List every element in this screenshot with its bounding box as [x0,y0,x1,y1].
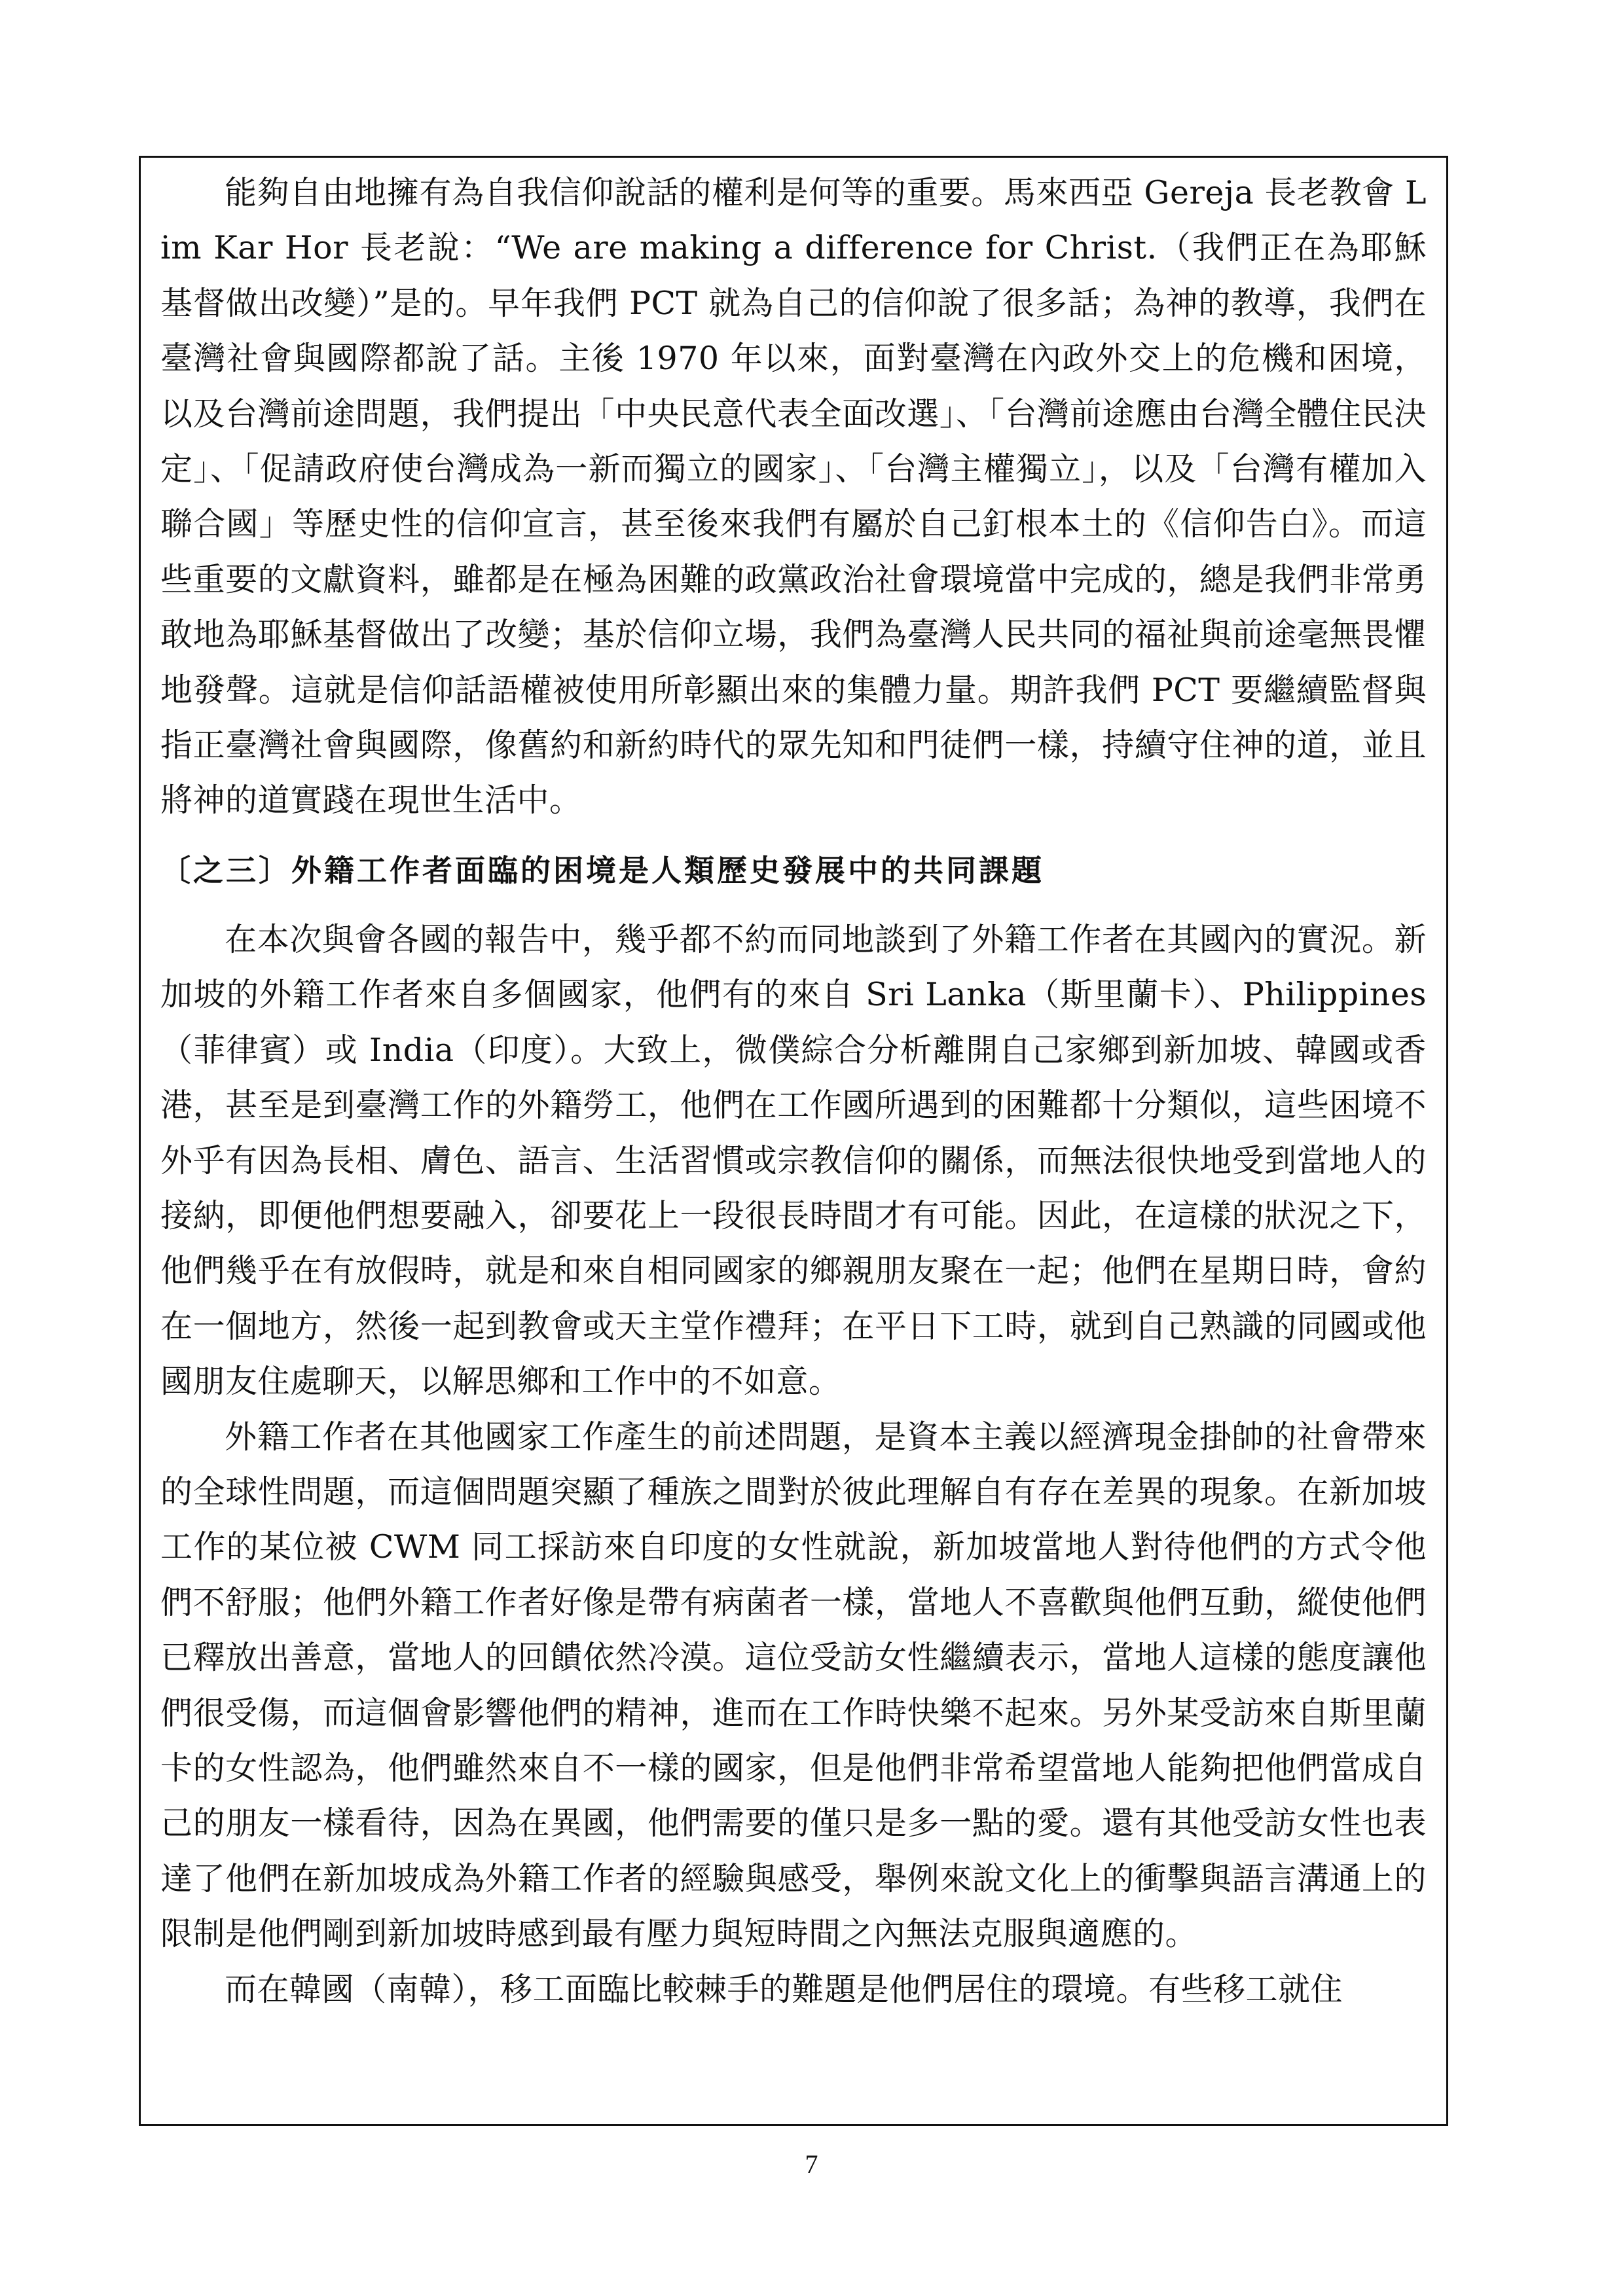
body-paragraph: 在本次與會各國的報告中，幾乎都不約而同地談到了外籍工作者在其國內的實況。新加坡的外籍工作者來自多個國家，他們有的來自 Sri Lanka（斯里蘭卡）、Philippines（菲律賓）或 India（印度）。大致上，微僕綜合分析離開自己家鄉到新加坡、韓國或香港，甚至是到臺灣工作的外籍勞工，他們在工作國所遇到的困難都十分類似，這些困境不外乎有因為長相、膚色、語言、生活習慣或宗教信仰的關係，而無法很快地受到當地人的接納，即便他們想要融入，卻要花上一段很長時間才有可能。因此，在這樣的狀況之下，他們幾乎在有放假時，就是和來自相同國家的鄉親朋友聚在一起；他們在星期日時，會約在一個地方，然後一起到教會或天主堂作禮拜；在平日下工時，就到自己熟識的同國或他國朋友住處聊天，以解思鄉和工作中的不如意。 [160,920,1427,1401]
page-frame [139,156,1448,2126]
section-heading: 〔之三〕外籍工作者面臨的困境是人類歷史發展中的共同課題 [160,852,1044,888]
body-paragraph: 能夠自由地擁有為自我信仰說話的權利是何等的重要。馬來西亞 Gereja 長老教會 Lim Kar Hor 長老說：“We are making a difference for Christ.（我們正在為耶穌基督做出改變）”是的。早年我們 PCT 就為自己的信仰說了很多話；為神的教導，我們在臺灣社會與國際都說了話。主後 1970 年以來，面對臺灣在內政外交上的危機和困境，以及台灣前途問題，我們提出「中央民意代表全面改選」、「台灣前途應由台灣全體住民決定」、「促請政府使台灣成為一新而獨立的國家」、「台灣主權獨立」，以及「台灣有權加入聯合國」等歷史性的信仰宣言，甚至後來我們有屬於自己釘根本土的《信仰告白》。而這些重要的文獻資料，雖都是在極為困難的政黨政治社會環境當中完成的，總是我們非常勇敢地為耶穌基督做出了改變；基於信仰立場，我們為臺灣人民共同的福祉與前途毫無畏懼地發聲。這就是信仰話語權被使用所彰顯出來的集體力量。期許我們 PCT 要繼續監督與指正臺灣社會與國際，像舊約和新約時代的眾先知和門徒們一樣，持續守住神的道，並且將神的道實踐在現世生活中。 [160,166,1427,829]
body-paragraph: 而在韓國（南韓），移工面臨比較棘手的難題是他們居住的環境。有些移工就住 [225,1970,1343,2008]
body-paragraph: 外籍工作者在其他國家工作產生的前述問題，是資本主義以經濟現金掛帥的社會帶來的全球性問題，而這個問題突顯了種族之間對於彼此理解自有存在差異的現象。在新加坡工作的某位被 CWM 同工採訪來自印度的女性就說，新加坡當地人對待他們的方式令他們不舒服；他們外籍工作者好像是帶有病菌者一樣，當地人不喜歡與他們互動，縱使他們已釋放出善意，當地人的回饋依然冷漠。這位受訪女性繼續表示，當地人這樣的態度讓他們很受傷，而這個會影響他們的精神，進而在工作時快樂不起來。另外某受訪來自斯里蘭卡的女性認為，他們雖然來自不一樣的國家，但是他們非常希望當地人能夠把他們當成自己的朋友一樣看待，因為在異國，他們需要的僅只是多一點的愛。還有其他受訪女性也表達了他們在新加坡成為外籍工作者的經驗與感受，舉例來說文化上的衝擊與語言溝通上的限制是他們剛到新加坡時感到最有壓力與短時間之內無法克服與適應的。 [160,1418,1427,1953]
page-number: 7 [805,2149,818,2179]
